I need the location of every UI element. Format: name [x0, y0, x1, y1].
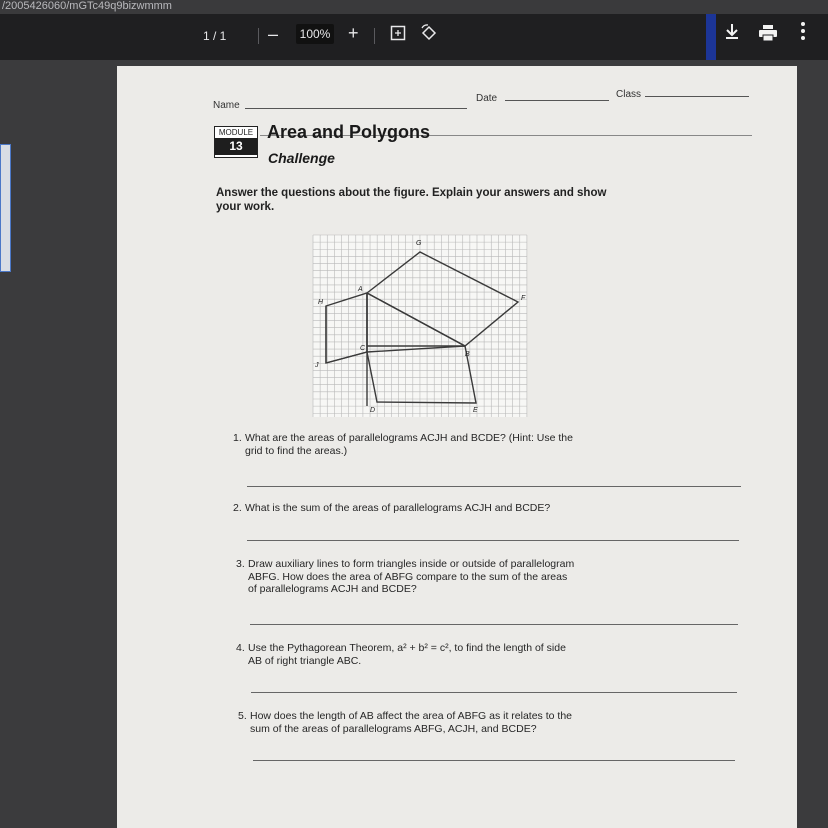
- name-label: Name: [213, 100, 240, 111]
- answer-line-4[interactable]: [251, 692, 737, 693]
- toolbar-divider: [258, 28, 259, 44]
- polygon-figure: [310, 232, 530, 422]
- question-number: 5.: [238, 710, 247, 722]
- fit-page-icon[interactable]: [390, 25, 406, 41]
- name-line[interactable]: [245, 108, 467, 109]
- date-label: Date: [476, 93, 498, 104]
- vertex-label-J: J: [315, 362, 319, 369]
- vertex-label-A: A: [358, 286, 363, 293]
- class-line[interactable]: [645, 96, 749, 97]
- module-badge: [214, 126, 258, 158]
- vertex-label-H: H: [318, 299, 324, 306]
- zoom-out-button[interactable]: –: [268, 24, 279, 44]
- question-text-line: grid to find the areas.): [245, 444, 348, 457]
- zoom-in-button[interactable]: +: [348, 23, 359, 43]
- vertex-label-D: D: [370, 407, 376, 414]
- worksheet-page: [117, 66, 797, 828]
- question-text-line: Use the Pythagorean Theorem, a² + b² = c², to find the length of side: [248, 642, 566, 654]
- question-3: [236, 558, 575, 596]
- question-4: [236, 642, 566, 667]
- print-icon[interactable]: [758, 24, 778, 42]
- question-number: 3.: [236, 558, 245, 570]
- page-thumbnail[interactable]: [0, 144, 11, 272]
- module-number: 13: [215, 138, 257, 155]
- vertex-label-G: G: [416, 240, 422, 247]
- vertex-label-F: F: [521, 295, 526, 302]
- vertex-label-C: C: [360, 345, 366, 352]
- question-text-line: How does the length of AB affect the area of ABFG as it relates to the: [250, 710, 572, 722]
- date-line[interactable]: [505, 100, 609, 101]
- module-label: MODULE: [218, 128, 254, 137]
- question-text-line: sum of the areas of parallelograms ABFG, ACJH, and BCDE?: [250, 722, 537, 735]
- question-text-line: ABFG. How does the area of ABFG compare to the sum of the areas: [248, 570, 568, 583]
- page-subtitle: Challenge: [268, 150, 335, 166]
- answer-line-5[interactable]: [253, 760, 735, 761]
- vertex-label-E: E: [473, 407, 478, 414]
- question-text-line: What are the areas of parallelograms ACJH and BCDE? (Hint: Use the: [245, 432, 573, 444]
- zoom-level[interactable]: 100%: [296, 24, 334, 44]
- class-label: Class: [616, 89, 642, 100]
- instructions: Answer the questions about the figure. Explain your answers and show your work.: [216, 187, 607, 213]
- answer-line-1[interactable]: [247, 486, 741, 487]
- page-title: Area and Polygons: [267, 122, 431, 142]
- question-text-line: of parallelograms ACJH and BCDE?: [248, 583, 417, 595]
- vertex-label-B: B: [465, 351, 470, 358]
- question-5: [238, 710, 572, 735]
- page-count: 1 / 1: [203, 29, 227, 43]
- question-text-line: AB of right triangle ABC.: [248, 654, 362, 667]
- question-text-line: Draw auxiliary lines to form triangles inside or outside of parallelogram: [248, 558, 575, 570]
- toolbar-highlight: [706, 14, 716, 60]
- rotate-icon[interactable]: [420, 24, 438, 42]
- question-number: 2.: [233, 502, 242, 514]
- download-icon[interactable]: [724, 23, 740, 41]
- url-strip: [0, 0, 828, 14]
- question-2: [233, 502, 551, 515]
- question-number: 1.: [233, 432, 242, 444]
- answer-line-2[interactable]: [247, 540, 739, 541]
- answer-line-3[interactable]: [250, 624, 738, 625]
- question-1: [233, 432, 573, 457]
- url-fragment: /2005426060/mGTc49q9bizwmmm: [2, 0, 172, 12]
- toolbar-divider: [374, 28, 375, 44]
- question-number: 4.: [236, 642, 245, 654]
- pdf-toolbar: [0, 14, 828, 60]
- question-text-line: What is the sum of the areas of parallelograms ACJH and BCDE?: [245, 502, 551, 514]
- more-options-icon[interactable]: [798, 20, 808, 42]
